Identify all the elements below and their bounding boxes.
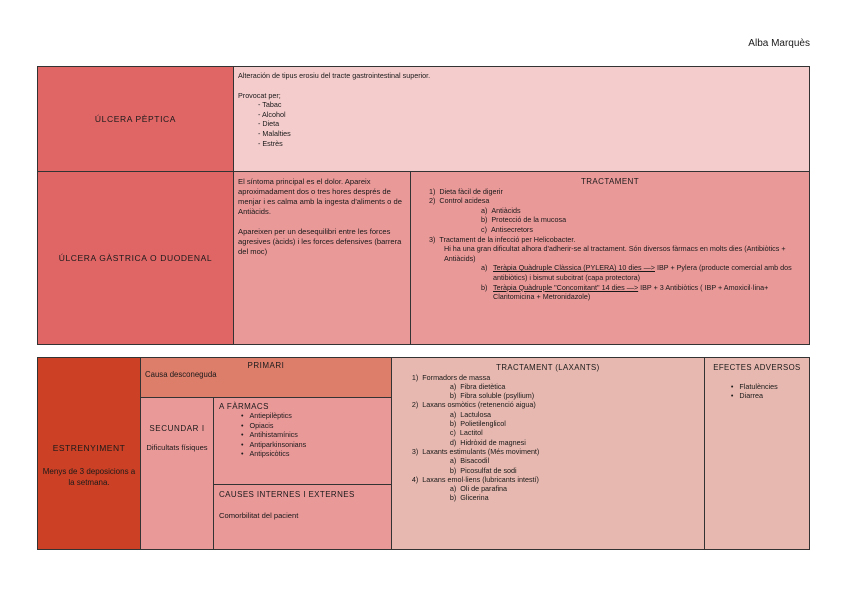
internal-external-cell — [214, 485, 392, 550]
laxants-title: TRACTAMENT (LAXANTS) — [496, 363, 600, 372]
laxant-line: b) Glicerina — [449, 493, 489, 503]
laxant-line: b) Fibra soluble (psyllium) — [449, 391, 535, 401]
drugs-cell — [214, 398, 392, 485]
drug-item: • Antiparkinsonians — [241, 440, 386, 450]
internal-external-sub: Comorbilitat del pacient — [219, 511, 299, 520]
adverse-item: • Diarrea — [711, 391, 803, 401]
treatment-note: Hi ha una gran dificultat alhora d'adherir-se al tractament. Són diversos fàrmacs en molts dies (Antibiòtics + Antiàcids) — [444, 244, 786, 263]
drug-item: • Antihistamínics — [241, 430, 386, 440]
laxant-line: b) Picosulfat de sodi — [449, 465, 517, 475]
drugs-title: A FÀRMACS — [219, 402, 269, 411]
laxant-line: c) Lactitol — [449, 428, 483, 438]
treatment-line: 3) Tractament de la infecció per Helicobacter. — [429, 234, 576, 244]
constipation-label-cell — [38, 358, 141, 550]
therapy-classic — [417, 263, 803, 282]
constipation-definition: Menys de 3 deposicions a la setmana. — [42, 467, 136, 487]
cause-item: - Alcohol — [258, 110, 805, 120]
laxant-line: 4) Laxans emol·liens (lubricants intestí) — [411, 474, 539, 484]
constipation-table — [37, 357, 810, 550]
peptic-ulcer-label: ÚLCERA PÈPTICA — [38, 67, 234, 172]
secondary-sub: Dificultats físiques — [146, 443, 208, 452]
peptic-caused-by: Provocat per; — [238, 90, 281, 100]
laxant-line: b) Polietilenglicol — [449, 419, 506, 429]
cause-item: - Dieta — [258, 119, 805, 129]
therapy-detail: IBP + 3 Antibiòtics ( IBP + Amoxicil·lina+ Claritomicina + Metronidazole) — [493, 282, 769, 302]
laxant-line: 3) Laxants estimulants (Més moviment) — [411, 446, 540, 456]
drug-item: • Antiepilèptics — [241, 411, 386, 421]
drugs-list — [219, 411, 386, 459]
gastric-symptom-p2: Apareixen per un desequilibri entre les forces agresives (àcids) i les forces defensives (barrera del moc) — [238, 227, 402, 256]
internal-external-title: CAUSES INTERNES I EXTERNES — [219, 490, 355, 499]
adverse-item: • Flatulències — [711, 382, 803, 392]
peptic-causes-list — [238, 100, 805, 148]
therapy-index: a) — [481, 263, 488, 273]
secondary-cell — [141, 398, 214, 550]
laxant-line: a) Oli de parafina — [449, 484, 508, 494]
gastric-treatment — [411, 172, 810, 345]
therapy-name: Teràpia Quàdruple Clàssica (PYLERA) 10 dies —> — [493, 263, 655, 273]
therapy-name: Teràpia Quàdruple "Concomitant" 14 dies —> — [493, 282, 639, 292]
peptic-ulcer-content — [234, 67, 810, 172]
treatment-line: c) Antisecretors — [481, 224, 533, 234]
ulcer-table — [37, 66, 810, 345]
laxant-line: d) Hidròxid de magnesi — [449, 437, 526, 447]
laxant-line: 2) Laxans osmòtics (retenenció aigua) — [411, 400, 536, 410]
gastric-symptoms — [234, 172, 411, 345]
peptic-definition: Alteración de tipus erosiu del tracte gastrointestinal superior. — [238, 71, 431, 80]
gastric-symptom-p1: El síntoma principal es el dolor. Apareix aproximadament dos o tres hores després de menjar i es calma amb la ingesta d'aliments o de Antiàcids. — [238, 177, 402, 216]
primary-cell — [141, 358, 392, 398]
gastric-ulcer-label: ÚLCERA GÀSTRICA O DUODENAL — [38, 172, 234, 345]
primary-cause: Causa desconeguda — [145, 370, 217, 379]
therapy-detail: IBP + Pylera (producte comercial amb dos antibiòtics) i bismut subcitrat (capa protectora) — [493, 263, 792, 282]
treatment-line: a) Antiàcids — [481, 205, 521, 215]
treatment-line: 2) Control acidesa — [429, 196, 490, 206]
laxant-line: a) Lactulosa — [449, 409, 492, 419]
cause-item: - Malalties — [258, 129, 805, 139]
drug-item: • Opiacis — [241, 421, 386, 431]
laxants-list — [398, 373, 698, 503]
author-name: Alba Marquès — [748, 38, 810, 49]
laxant-line: a) Fibra dietètica — [449, 381, 506, 391]
therapy-concomitant — [417, 283, 803, 302]
laxant-line: 1) Formadors de massa — [411, 372, 491, 382]
adverse-effects-cell — [704, 358, 809, 550]
therapy-index: b) — [481, 282, 488, 292]
adverse-title: EFECTES ADVERSOS — [713, 363, 801, 372]
peptic-ulcer-row — [38, 67, 810, 172]
primary-title: PRIMARI — [247, 361, 285, 370]
laxant-line: a) Bisacodil — [449, 456, 490, 466]
gastric-treatment-title: TRACTAMENT — [580, 177, 640, 186]
treatment-line: b) Protecció de la mucosa — [481, 215, 567, 225]
treatment-line: 1) Dieta fàcil de digerir — [429, 186, 503, 196]
cause-item: - Estrès — [258, 139, 805, 149]
constipation-label: ESTRENYIMENT — [52, 443, 126, 453]
cause-item: - Tabac — [258, 100, 805, 110]
laxants-cell — [391, 358, 704, 550]
drug-item: • Antipsicòtics — [241, 449, 386, 459]
secondary-title: SECUNDAR I — [149, 424, 205, 433]
gastric-ulcer-row — [38, 172, 810, 345]
